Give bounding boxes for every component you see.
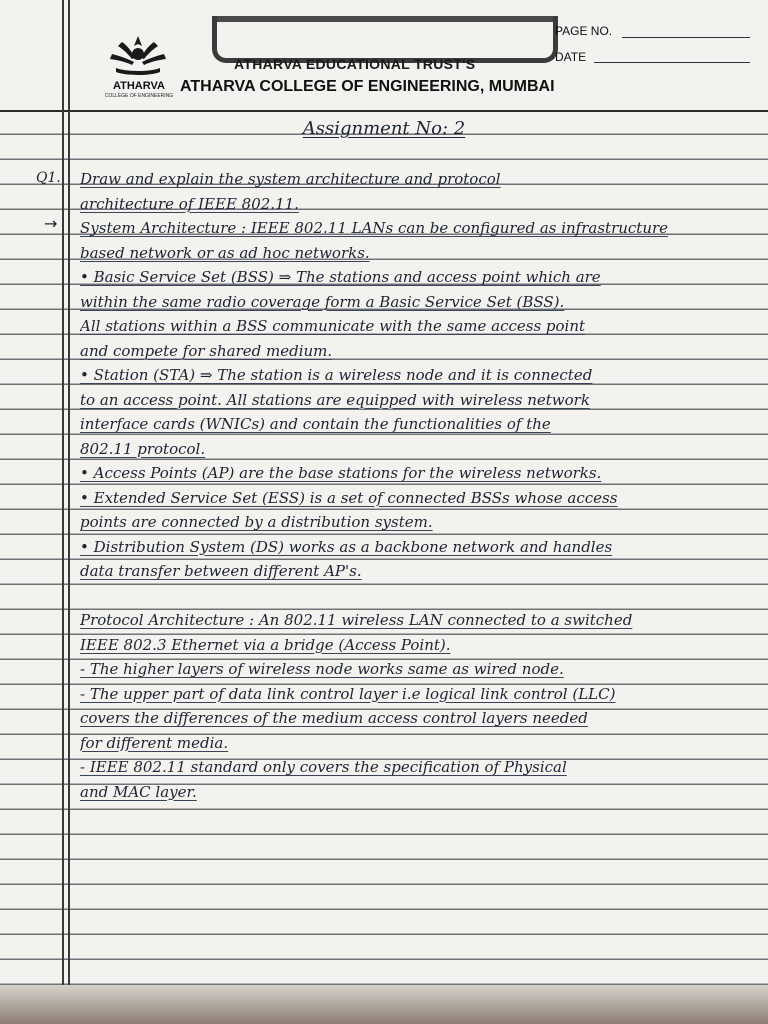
answer-line: based network or as ad hoc networks.	[80, 243, 370, 262]
answer-line: interface cards (WNICs) and contain the functionalities of the	[80, 415, 551, 433]
answer-line: • Basic Service Set (BSS) ⇒ The stations and access point which are	[80, 268, 601, 286]
answer-line: All stations within a BSS communicate with the same access point	[80, 317, 586, 335]
answer-line: covers the differences of the medium access control layers needed	[80, 709, 588, 727]
answer-line: for different media.	[80, 733, 229, 752]
answer-line: 802.11 protocol.	[80, 439, 206, 458]
answer-line: within the same radio coverage form a Basic Service Set (BSS).	[80, 292, 565, 311]
answer-line: Draw and explain the system architecture and protocol	[80, 170, 501, 188]
trust-name: ATHARVA EDUCATIONAL TRUST'S	[234, 56, 476, 72]
answer-line: Protocol Architecture : An 802.11 wireless LAN connected to a switched	[80, 611, 633, 629]
answer-line: • Access Points (AP) are the base stations for the wireless networks.	[80, 464, 602, 482]
logo-subtext: COLLEGE OF ENGINEERING	[104, 93, 174, 99]
background-surface	[0, 985, 768, 1024]
answer-line: data transfer between different AP's.	[80, 562, 362, 580]
question-number: Q1.	[36, 170, 61, 186]
answer-line: • Distribution System (DS) works as a backbone network and handles	[80, 537, 613, 556]
answer-line: and MAC layer.	[80, 782, 197, 801]
margin-line-left	[62, 0, 64, 1000]
date-line	[594, 62, 750, 63]
answer-line: - The upper part of data link control layer i.e logical link control (LLC)	[80, 684, 616, 703]
answer-line: to an access point. All stations are equipped with wireless network	[80, 390, 590, 409]
answer-line: architecture of IEEE 802.11.	[80, 194, 299, 213]
logo-wordmark: ATHARVA	[113, 80, 165, 92]
page-no-line	[622, 37, 750, 38]
answer-line: and compete for shared medium.	[80, 341, 333, 360]
answer-arrow-icon: →	[44, 214, 58, 233]
assignment-title: Assignment No: 2	[302, 118, 466, 139]
answer-line: System Architecture : IEEE 802.11 LANs can be configured as infrastructure	[80, 219, 669, 237]
answer-line: - The higher layers of wireless node works same as wired node.	[80, 660, 564, 678]
answer-line: IEEE 802.3 Ethernet via a bridge (Access Point).	[80, 635, 451, 654]
answer-line: points are connected by a distribution system.	[80, 513, 433, 531]
answer-line: • Station (STA) ⇒ The station is a wireless node and it is connected	[80, 366, 593, 384]
date-label: DATE	[555, 50, 587, 64]
margin-line-right	[68, 0, 70, 1000]
answer-line: - IEEE 802.11 standard only covers the specification of Physical	[80, 758, 567, 776]
answer-line	[80, 585, 760, 607]
answer-line: • Extended Service Set (ESS) is a set of connected BSSs whose access	[80, 488, 618, 507]
college-name: ATHARVA COLLEGE OF ENGINEERING, MUMBAI	[180, 78, 555, 95]
page-no-label: PAGE NO.	[555, 24, 613, 38]
